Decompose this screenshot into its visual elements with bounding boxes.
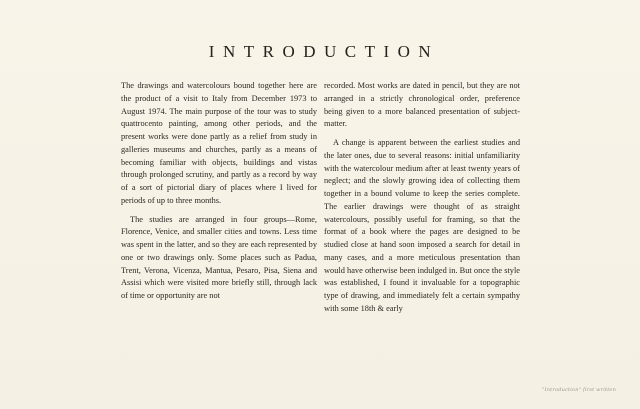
left-paragraph-2: The studies are arranged in four groups—Rome, Florence, Venice, and smaller cities and towns. Less time was spent in the latter, and so they are each represented by one or two drawings only. Some places such as Padua, Trent, Verona, Vicenza, Mantua, Pesaro, Pisa, Siena and Assisi which were visited more briefly still, through lack of time or opportunity are not <box>121 214 317 300</box>
left-text-column <box>121 80 317 303</box>
right-text-column <box>324 80 520 316</box>
left-paragraph-1: The drawings and watercolours bound together here are the product of a visit to Italy from December 1973 to August 1974. The main purpose of the tour was to study quattrocento painting, among other periods, and the present works were done partly as a relief from study in galleries museums and churches, partly as a means of becoming familiar with objects, buildings and vistas through prolonged scrutiny, and partly as a record by way of a sort of pictorial diary of places where I lived for periods of up to three months. <box>121 81 317 205</box>
right-paragraph-1: recorded. Most works are dated in pencil, but they are not arranged in a strictly chronological order, preference being given to a more balanced presentation of subject-matter. <box>324 81 520 129</box>
right-paragraph-2: A change is apparent between the earliest studies and the later ones, due to several reasons: initial unfamiliarity with the watercolour medium after at least twenty years of neglect; and the slowly growing idea of collecting them together in a bound volume to keep the series complete. The earlier drawings were thought of as straight watercolours, possibly useful for framing, so that the format of a book where the pages are designed to be studied close at hand soon imposed a search for detail in many cases, and a more meticulous presentation than would have otherwise been indulged in. But once the style was established, I found it invaluable for a topographic type of drawing, and immediately felt a certain sympathy with some 18th & early <box>324 138 520 313</box>
pencil-annotation: "Introduction" first written <box>542 387 616 393</box>
page-title: INTRODUCTION <box>208 42 440 61</box>
